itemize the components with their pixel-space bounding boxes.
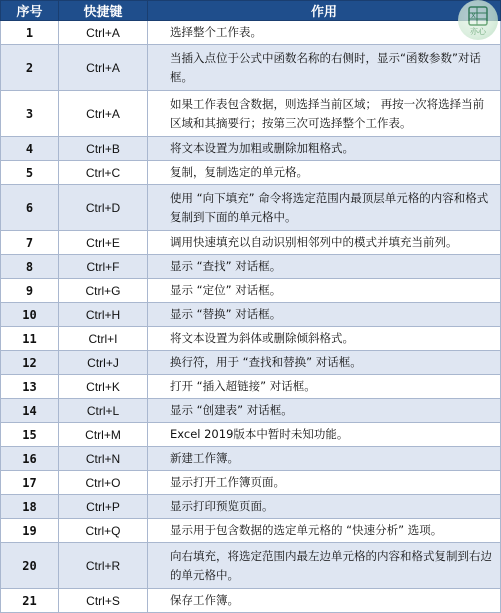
row-number: 15: [1, 423, 59, 447]
table-row: [1, 543, 501, 589]
row-description: 显示打印预览页面。: [148, 495, 501, 519]
watermark-text: 亦心: [470, 27, 486, 36]
row-description: 复制，复制选定的单元格。: [148, 161, 501, 185]
row-number: 8: [1, 255, 59, 279]
row-number: 19: [1, 519, 59, 543]
table-row: [1, 589, 501, 613]
svg-text:X: X: [471, 12, 476, 20]
row-number: 11: [1, 327, 59, 351]
row-shortcut: Ctrl+P: [59, 495, 148, 519]
table-row: [1, 351, 501, 375]
header-fn: 作用: [148, 1, 501, 21]
table-row: [1, 399, 501, 423]
row-number: 7: [1, 231, 59, 255]
row-description: 使用 “向下填充” 命令将选定范围内最顶层单元格的内容和格式复制到下面的单元格中。: [148, 185, 501, 231]
row-number: 13: [1, 375, 59, 399]
row-description: 选择整个工作表。: [148, 21, 501, 45]
row-description: 将文本设置为斜体或删除倾斜格式。: [148, 327, 501, 351]
row-shortcut: Ctrl+R: [59, 543, 148, 589]
row-description: 将文本设置为加粗或删除加粗格式。: [148, 137, 501, 161]
row-number: 18: [1, 495, 59, 519]
row-shortcut: Ctrl+A: [59, 91, 148, 137]
table-row: [1, 21, 501, 45]
row-description: 调用快速填充以自动识别相邻列中的模式并填充当前列。: [148, 231, 501, 255]
row-description: 换行符，用于 “查找和替换” 对话框。: [148, 351, 501, 375]
row-description: 显示 “查找” 对话框。: [148, 255, 501, 279]
row-description: 如果工作表包含数据，则选择当前区域； 再按一次将选择当前区域和其摘要行；按第三次可选择整个工作表。: [148, 91, 501, 137]
row-shortcut: Ctrl+G: [59, 279, 148, 303]
table-header-row: [1, 1, 501, 21]
row-number: 14: [1, 399, 59, 423]
row-number: 16: [1, 447, 59, 471]
row-shortcut: Ctrl+K: [59, 375, 148, 399]
row-number: 1: [1, 21, 59, 45]
row-description: 保存工作簿。: [148, 589, 501, 613]
row-shortcut: Ctrl+E: [59, 231, 148, 255]
row-description: 显示 “创建表” 对话框。: [148, 399, 501, 423]
row-shortcut: Ctrl+S: [59, 589, 148, 613]
table-row: [1, 91, 501, 137]
table-body: [1, 21, 501, 613]
row-shortcut: Ctrl+B: [59, 137, 148, 161]
row-shortcut: Ctrl+C: [59, 161, 148, 185]
row-shortcut: Ctrl+H: [59, 303, 148, 327]
table-row: [1, 279, 501, 303]
row-description: 显示用于包含数据的选定单元格的 “快速分析” 选项。: [148, 519, 501, 543]
table-row: [1, 471, 501, 495]
table-row: [1, 45, 501, 91]
row-number: 10: [1, 303, 59, 327]
row-number: 3: [1, 91, 59, 137]
row-number: 17: [1, 471, 59, 495]
table-row: [1, 303, 501, 327]
row-number: 12: [1, 351, 59, 375]
row-shortcut: Ctrl+F: [59, 255, 148, 279]
row-shortcut: Ctrl+J: [59, 351, 148, 375]
table-row: [1, 137, 501, 161]
row-shortcut: Ctrl+I: [59, 327, 148, 351]
row-number: 6: [1, 185, 59, 231]
row-shortcut: Ctrl+L: [59, 399, 148, 423]
row-shortcut: Ctrl+N: [59, 447, 148, 471]
table-row: [1, 519, 501, 543]
row-description: 打开 “插入超链接” 对话框。: [148, 375, 501, 399]
row-description: Excel 2019版本中暂时未知功能。: [148, 423, 501, 447]
excel-spreadsheet-icon: [466, 5, 490, 27]
table-row: [1, 375, 501, 399]
row-shortcut: Ctrl+O: [59, 471, 148, 495]
row-number: 20: [1, 543, 59, 589]
header-key: 快捷键: [59, 1, 148, 21]
row-number: 2: [1, 45, 59, 91]
table-row: [1, 231, 501, 255]
row-number: 4: [1, 137, 59, 161]
row-shortcut: Ctrl+D: [59, 185, 148, 231]
table-row: [1, 327, 501, 351]
row-description: 向右填充，将选定范围内最左边单元格的内容和格式复制到右边的单元格中。: [148, 543, 501, 589]
row-number: 5: [1, 161, 59, 185]
table-row: [1, 161, 501, 185]
table-row: [1, 423, 501, 447]
table-row: [1, 447, 501, 471]
row-description: 新建工作簿。: [148, 447, 501, 471]
table-row: [1, 495, 501, 519]
row-description: 显示打开工作簿页面。: [148, 471, 501, 495]
table-row: [1, 255, 501, 279]
row-description: 显示 “定位” 对话框。: [148, 279, 501, 303]
row-shortcut: Ctrl+Q: [59, 519, 148, 543]
header-num: 序号: [1, 1, 59, 21]
table-row: [1, 185, 501, 231]
row-description: 当插入点位于公式中函数名称的右侧时，显示“函数参数”对话框。: [148, 45, 501, 91]
row-description: 显示 “替换” 对话框。: [148, 303, 501, 327]
row-number: 21: [1, 589, 59, 613]
row-number: 9: [1, 279, 59, 303]
row-shortcut: Ctrl+A: [59, 21, 148, 45]
row-shortcut: Ctrl+M: [59, 423, 148, 447]
row-shortcut: Ctrl+A: [59, 45, 148, 91]
watermark-logo: [458, 0, 498, 40]
